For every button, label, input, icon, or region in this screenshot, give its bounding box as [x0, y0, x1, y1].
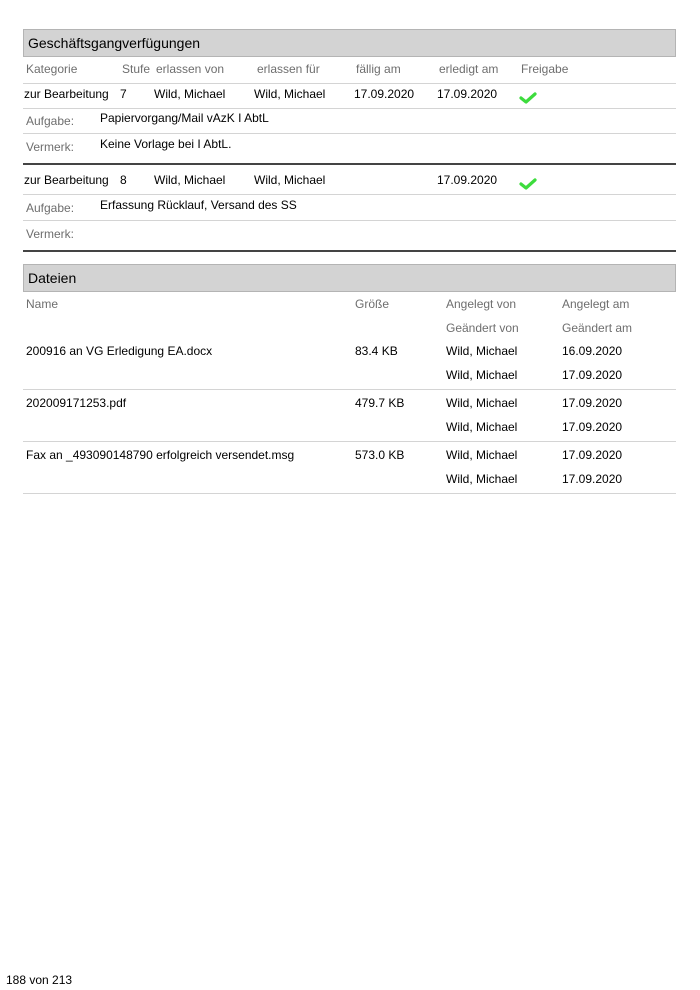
order-faellig-am: 17.09.2020	[354, 87, 415, 101]
order-erlassen-fuer: Wild, Michael	[254, 87, 326, 101]
file-created-by: Wild, Michael	[446, 344, 518, 358]
file-created-at: 16.09.2020	[562, 344, 623, 358]
order-erlassen-von: Wild, Michael	[154, 173, 226, 187]
col-header-size: Größe	[355, 297, 390, 311]
note-text: Keine Vorlage bei I AbtL.	[100, 137, 232, 151]
col-header-changed-by: Geändert von	[446, 321, 519, 335]
file-created-at: 17.09.2020	[562, 396, 623, 410]
divider	[23, 108, 676, 109]
order-erlassen-fuer: Wild, Michael	[254, 173, 326, 187]
file-name[interactable]: 200916 an VG Erledigung EA.docx	[26, 344, 213, 358]
task-text: Erfassung Rücklauf, Versand des SS	[100, 198, 297, 212]
task-label: Aufgabe:	[26, 201, 75, 215]
col-header-changed-at: Geändert am	[562, 321, 633, 335]
task-label: Aufgabe:	[26, 114, 75, 128]
task-text: Papiervorgang/Mail vAzK I AbtL	[100, 111, 269, 125]
file-name[interactable]: Fax an _493090148790 erfolgreich versendet.msg	[26, 448, 295, 462]
col-header-created-by: Angelegt von	[446, 297, 517, 311]
file-name[interactable]: 202009171253.pdf	[26, 396, 127, 410]
orders-section-title: Geschäftsgangverfügungen	[28, 35, 201, 51]
page-indicator: 188 von 213	[6, 973, 73, 987]
row-separator	[23, 163, 676, 165]
col-header-faellig-am: fällig am	[356, 62, 401, 76]
order-erledigt-am: 17.09.2020	[437, 87, 498, 101]
order-kategorie: zur Bearbeitung	[24, 173, 109, 187]
row-separator	[23, 250, 676, 252]
check-icon	[519, 177, 537, 191]
file-changed-by: Wild, Michael	[446, 472, 518, 486]
files-section-header	[23, 264, 676, 292]
file-size: 573.0 KB	[355, 448, 405, 462]
file-changed-at: 17.09.2020	[562, 472, 623, 486]
file-size: 83.4 KB	[355, 344, 398, 358]
divider	[23, 194, 676, 195]
note-label: Vermerk:	[26, 140, 75, 154]
note-label: Vermerk:	[26, 227, 75, 241]
file-created-at: 17.09.2020	[562, 448, 623, 462]
col-header-stufe: Stufe	[122, 62, 151, 76]
order-kategorie: zur Bearbeitung	[24, 87, 109, 101]
col-header-erledigt-am: erledigt am	[439, 62, 499, 76]
col-header-erlassen-von: erlassen von	[156, 62, 225, 76]
file-changed-at: 17.09.2020	[562, 420, 623, 434]
file-changed-by: Wild, Michael	[446, 368, 518, 382]
divider	[23, 83, 676, 84]
order-erledigt-am: 17.09.2020	[437, 173, 498, 187]
col-header-erlassen-fuer: erlassen für	[257, 62, 320, 76]
col-header-kategorie: Kategorie	[26, 62, 78, 76]
order-stufe: 7	[120, 87, 127, 101]
col-header-name: Name	[26, 297, 59, 311]
orders-section-header	[23, 29, 676, 57]
col-header-created-at: Angelegt am	[562, 297, 630, 311]
divider	[23, 441, 676, 442]
divider	[23, 389, 676, 390]
file-created-by: Wild, Michael	[446, 448, 518, 462]
file-size: 479.7 KB	[355, 396, 405, 410]
divider	[23, 493, 676, 494]
divider	[23, 220, 676, 221]
file-created-by: Wild, Michael	[446, 396, 518, 410]
file-changed-at: 17.09.2020	[562, 368, 623, 382]
check-icon	[519, 91, 537, 105]
divider	[23, 133, 676, 134]
file-changed-by: Wild, Michael	[446, 420, 518, 434]
files-section-title: Dateien	[28, 270, 77, 286]
order-stufe: 8	[120, 173, 127, 187]
col-header-freigabe: Freigabe	[521, 62, 569, 76]
order-erlassen-von: Wild, Michael	[154, 87, 226, 101]
